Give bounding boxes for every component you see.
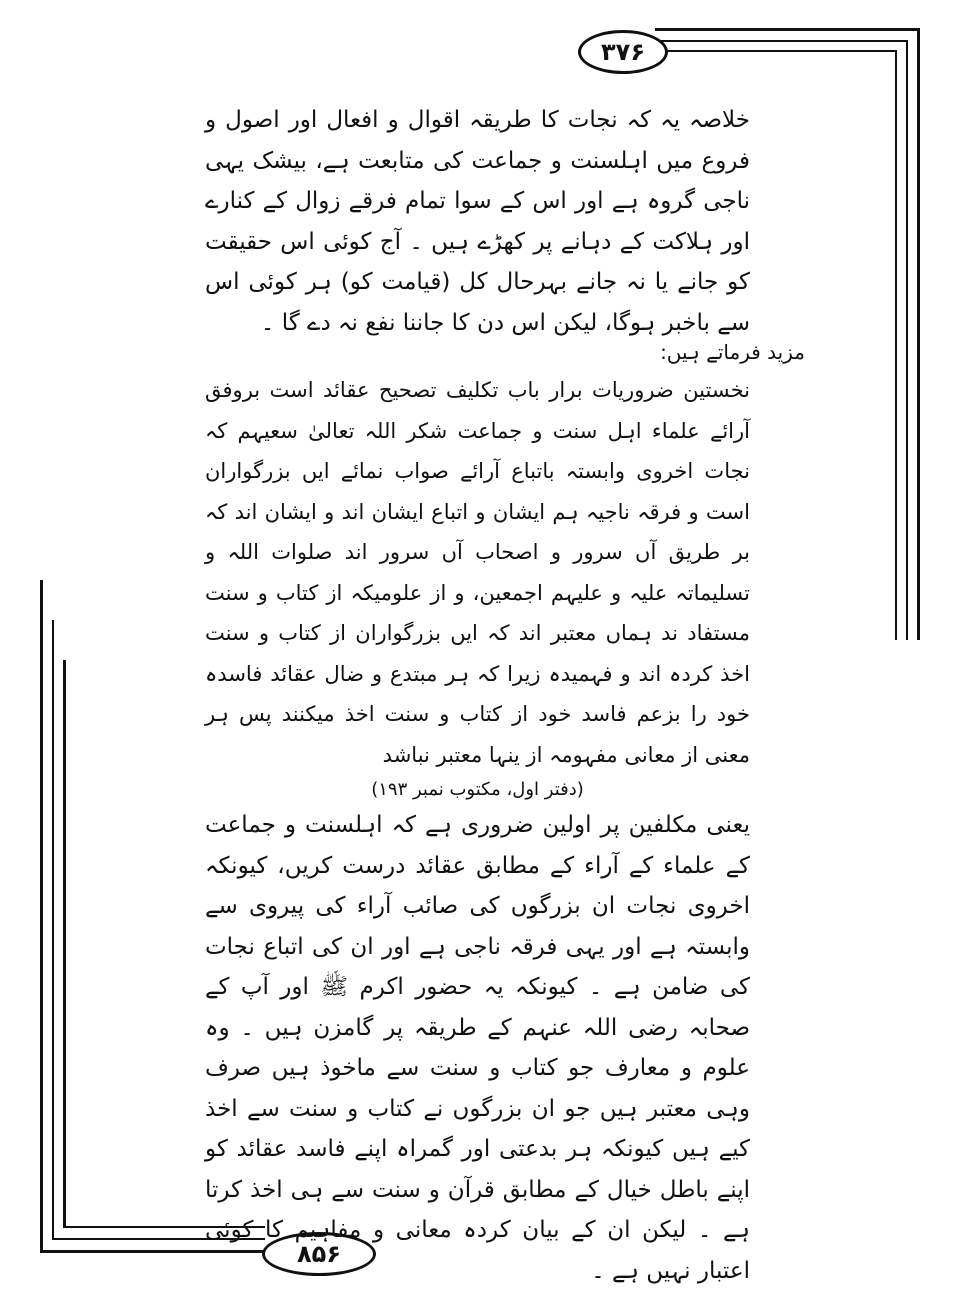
frame-left-line-outer bbox=[40, 580, 43, 1252]
frame-left-line-third bbox=[63, 660, 66, 1228]
intro-paragraph-block bbox=[205, 100, 750, 343]
footer-page-number: ۸۵۶ bbox=[262, 1232, 376, 1276]
subheading: مزید فرماتے ہیں: bbox=[660, 340, 805, 364]
persian-quote: نخستین ضروریات برار باب تکلیف تصحیح عقائد است بروفق آرائے علماء اہل سنت و جماعت شکر اللہ تعالیٰ سعیہم کہ نجات اخروی وابستہ باتباع آرائے صواب نمائے ایں بزرگواران است و فرقہ ناجیہ ہم ایشان و اتباع ایشان اند و ایشان اند کہ بر طریق آں سرور و اصحاب آں سرور اند صلوات اللہ و تسلیماتہ علیہ و علیہم اجمعین، و از علومیکہ از کتاب و سنت مستفاد ند ہماں معتبر اند کہ ایں بزرگواران از کتاب و سنت اخذ کردہ اند و فہمیدہ زیرا کہ ہر مبتدع و ضال عقائد فاسدہ خود را بزعم فاسد خود از کتاب و سنت اخذ میکنند پس ہر معنی از معانی مفہومہ از ینہا معتبر نباشد bbox=[205, 378, 750, 767]
frame-left-line-inner bbox=[52, 620, 54, 1240]
frame-right-line-inner bbox=[906, 40, 908, 640]
frame-top-line-third bbox=[655, 50, 897, 52]
intro-paragraph: خلاصہ یہ کہ نجات کا طریقہ اقوال و افعال اور اصول و فروع میں اہلسنت و جماعت کی متابعت ہے، بیشک یہی ناجی گروہ ہے اور اس کے سوا تمام فرقے زوال کے کنارے اور ہلاکت کے دہانے پر کھڑے ہیں ۔ آج کوئی اس حقیقت کو جانے یا نہ جانے بہرحال کل (قیامت کو) ہر کوئی اس سے باخبر ہوگا، لیکن اس دن کا جاننا نفع نہ دے گا ۔ bbox=[205, 107, 750, 336]
frame-right-line-outer bbox=[917, 28, 920, 640]
quote-block bbox=[205, 370, 750, 1291]
frame-right-line-third bbox=[895, 50, 897, 640]
quote-reference: (دفتر اول، مکتوب نمبر ۱۹۳) bbox=[371, 779, 584, 800]
header-page-number: ۳۷۶ bbox=[578, 30, 668, 74]
translation-paragraph: یعنی مکلفین پر اولین ضروری ہے کہ اہلسنت و جماعت کے علماء کے آراء کے مطابق عقائد درست کریں، کیونکہ اخروی نجات ان بزرگوں کی صائب آراء کی پیروی سے وابستہ ہے اور یہی فرقہ ناجی ہے اور ان کی اتباع نجات کی ضامن ہے ۔ کیونکہ یہ حضور اکرم ﷺ اور آپ کے صحابہ رضی اللہ عنہم کے طریقہ پر گامزن ہیں ۔ وہ علوم و معارف جو کتاب و سنت سے ماخوذ ہیں صرف وہی معتبر ہیں جو ان بزرگوں نے کتاب و سنت سے اخذ کیے ہیں کیونکہ ہر بدعتی اور گمراہ اپنے فاسد عقائد کو اپنے باطل خیال کے مطابق قرآن و سنت سے ہی اخذ کرتا ہے ۔ لیکن ان کے بیان کردہ معانی و مفاہیم کا کوئی اعتبار نہیں ہے ۔ bbox=[205, 812, 750, 1284]
frame-top-line-inner bbox=[655, 40, 908, 42]
frame-top-line-outer bbox=[655, 28, 920, 31]
